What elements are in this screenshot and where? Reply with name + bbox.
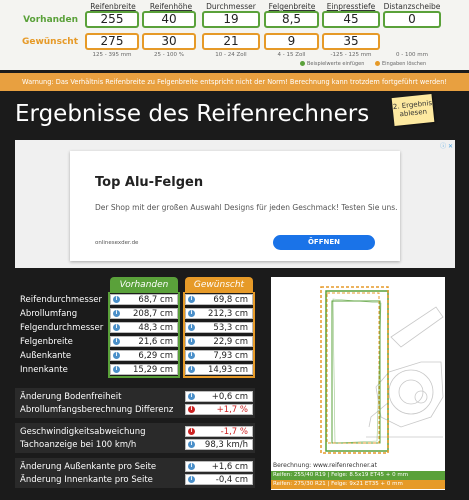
difference-label: Änderung Bodenfreiheit [20,391,122,402]
info-icon[interactable]: i [188,296,195,303]
input-current-reifenhoehe[interactable]: 40 [142,11,196,28]
result-value-desired [185,350,253,361]
difference-value-text: +1,6 cm [211,462,248,472]
info-icon[interactable]: i [113,366,120,373]
range-distanzscheibe: 0 - 100 mm [396,52,428,58]
result-value-desired [185,336,253,347]
ad-text: Der Shop mit der großen Auswahl Designs für jeden Geschmack! Testen Sie uns. [95,203,398,212]
info-icon[interactable]: i [188,310,195,317]
difference-label: Abrollumfangsberechnung Differenz [20,404,174,415]
info-icon[interactable]: i [113,296,120,303]
info-icon[interactable]: i [188,441,195,448]
result-label: Außenkante [20,350,72,361]
info-icon[interactable]: i [188,324,195,331]
desired-wheel-outline [321,287,388,453]
info-icon[interactable]: i [188,428,195,435]
result-value-current [110,336,178,347]
result-value-current [110,364,178,375]
ad-banner[interactable] [15,140,455,268]
tire-comparison-diagram [271,277,445,490]
difference-value [185,474,253,485]
input-current-reifenbreite[interactable]: 255 [85,11,139,28]
current-rim-outline [332,301,380,443]
ad-open-button[interactable]: ÖFFNEN [273,235,375,250]
info-icon[interactable]: i [113,338,120,345]
input-desired-einpresstiefe[interactable]: 35 [322,33,380,50]
difference-value-text: 98,3 km/h [204,440,248,450]
difference-value-text: -0,4 cm [215,475,248,485]
input-current-durchmesser[interactable]: 19 [202,11,260,28]
range-reifenbreite: 125 - 395 mm [92,52,132,58]
difference-value [185,439,253,450]
diagram-bar-current: Reifen: 255/40 R19 | Felge: 8.5x19 ET45 + 0 mm [271,471,445,480]
tab-vorhanden: Vorhanden [110,277,178,293]
col-head-einpresstiefe: Einpresstiefe [326,2,376,11]
range-einpresstiefe: -125 - 125 mm [330,52,372,58]
result-value-text: 15,29 cm [133,365,173,375]
input-desired-felgenbreite[interactable]: 9 [264,33,319,50]
tire-comparison-drawing [271,277,445,460]
difference-value [185,461,253,472]
example-values-link[interactable] [300,61,364,67]
tire-input-panel [0,0,469,70]
input-desired-durchmesser[interactable]: 21 [202,33,260,50]
diagram-caption: Berechnung: www.reifenrechner.at [273,462,377,469]
result-value-text: 68,7 cm [138,295,173,305]
page-title: Ergebnisse des Reifenrechners [15,101,370,127]
info-icon[interactable]: i [188,463,195,470]
warning-banner: Warnung: Das Verhältnis Reifenbreite zu Felgenbreite entspricht nicht der Norm! Berechnung kann trotzdem fortgeführt werden! [0,73,469,91]
col-head-distanzscheibe: Distanzscheibe [383,2,441,11]
difference-value-text: -1,7 % [220,427,248,437]
info-icon[interactable]: i [188,406,195,413]
col-head-reifenhoehe: Reifenhöhe [149,2,193,11]
result-value-current [110,350,178,361]
ad-title[interactable]: Top Alu-Felgen [95,175,204,190]
tab-gewuenscht: Gewünscht [185,277,253,293]
result-value-text: 7,93 cm [213,351,248,361]
col-head-durchmesser: Durchmesser [206,2,256,11]
result-value-text: 53,3 cm [213,323,248,333]
result-value-text: 21,6 cm [138,337,173,347]
result-value-current [110,308,178,319]
info-icon[interactable]: i [188,338,195,345]
row-label-gewuenscht: Gewünscht [21,37,78,47]
clear-inputs-link[interactable] [375,61,426,67]
input-current-distanzscheibe[interactable]: 0 [383,11,441,28]
difference-label: Änderung Innenkante pro Seite [20,474,153,485]
range-reifenhoehe: 25 - 100 % [154,52,184,58]
clear-inputs-label: Eingaben löschen [382,61,427,67]
result-value-text: 69,8 cm [213,295,248,305]
ad-card[interactable] [70,151,400,261]
example-values-label: Beispielwerte einfügen [307,61,365,67]
wheel-shading [333,299,381,443]
sticky-note: 2. Ergebnis ablesen [392,94,435,126]
info-icon[interactable]: i [188,476,195,483]
difference-label: Tachoanzeige bei 100 km/h [20,439,137,450]
col-head-felgenbreite: Felgenbreite [268,2,316,11]
example-values-icon [300,61,305,66]
result-value-text: 14,93 cm [208,365,248,375]
info-icon[interactable]: i [113,310,120,317]
difference-value-text: +1,7 % [216,405,248,415]
result-label: Felgendurchmesser [20,322,104,333]
input-current-felgenbreite[interactable]: 8,5 [264,11,319,28]
result-value-text: 212,3 cm [208,309,248,319]
result-label: Felgenbreite [20,336,73,347]
result-value-text: 48,3 cm [138,323,173,333]
difference-value [185,426,253,437]
range-durchmesser: 10 - 24 Zoll [215,52,247,58]
result-label: Innenkante [20,364,68,375]
range-felgenbreite: 4 - 15 Zoll [277,52,306,58]
info-icon[interactable]: i [188,393,195,400]
ad-info-icon[interactable]: ⓘ ✕ [440,143,453,150]
input-desired-reifenbreite[interactable]: 275 [85,33,139,50]
info-icon[interactable]: i [113,324,120,331]
difference-label: Änderung Außenkante pro Seite [20,461,157,472]
result-value-desired [185,294,253,305]
row-label-vorhanden: Vorhanden [23,15,78,25]
result-label: Abrollumfang [20,308,78,319]
result-value-text: 208,7 cm [133,309,173,319]
result-value-text: 6,29 cm [138,351,173,361]
result-value-desired [185,308,253,319]
info-icon[interactable]: i [188,352,195,359]
result-label: Reifendurchmesser [20,294,102,305]
col-head-reifenbreite: Reifenbreite [90,2,136,11]
result-value-current [110,322,178,333]
diagram-bar-desired: Reifen: 275/30 R21 | Felge: 9x21 ET35 + 0 mm [271,480,445,489]
input-desired-reifenhoehe[interactable]: 30 [142,33,196,50]
ad-url[interactable]: onlinesexder.de [95,240,139,246]
info-icon[interactable]: i [188,366,195,373]
difference-value-text: +0,6 cm [211,392,248,402]
info-icon[interactable]: i [113,352,120,359]
result-value-current [110,294,178,305]
result-value-text: 22,9 cm [213,337,248,347]
result-value-desired [185,364,253,375]
difference-label: Geschwindigkeitsabweichung [20,426,146,437]
difference-value [185,404,253,415]
result-value-desired [185,322,253,333]
clear-inputs-icon [375,61,380,66]
difference-value [185,391,253,402]
input-current-einpresstiefe[interactable]: 45 [322,11,380,28]
